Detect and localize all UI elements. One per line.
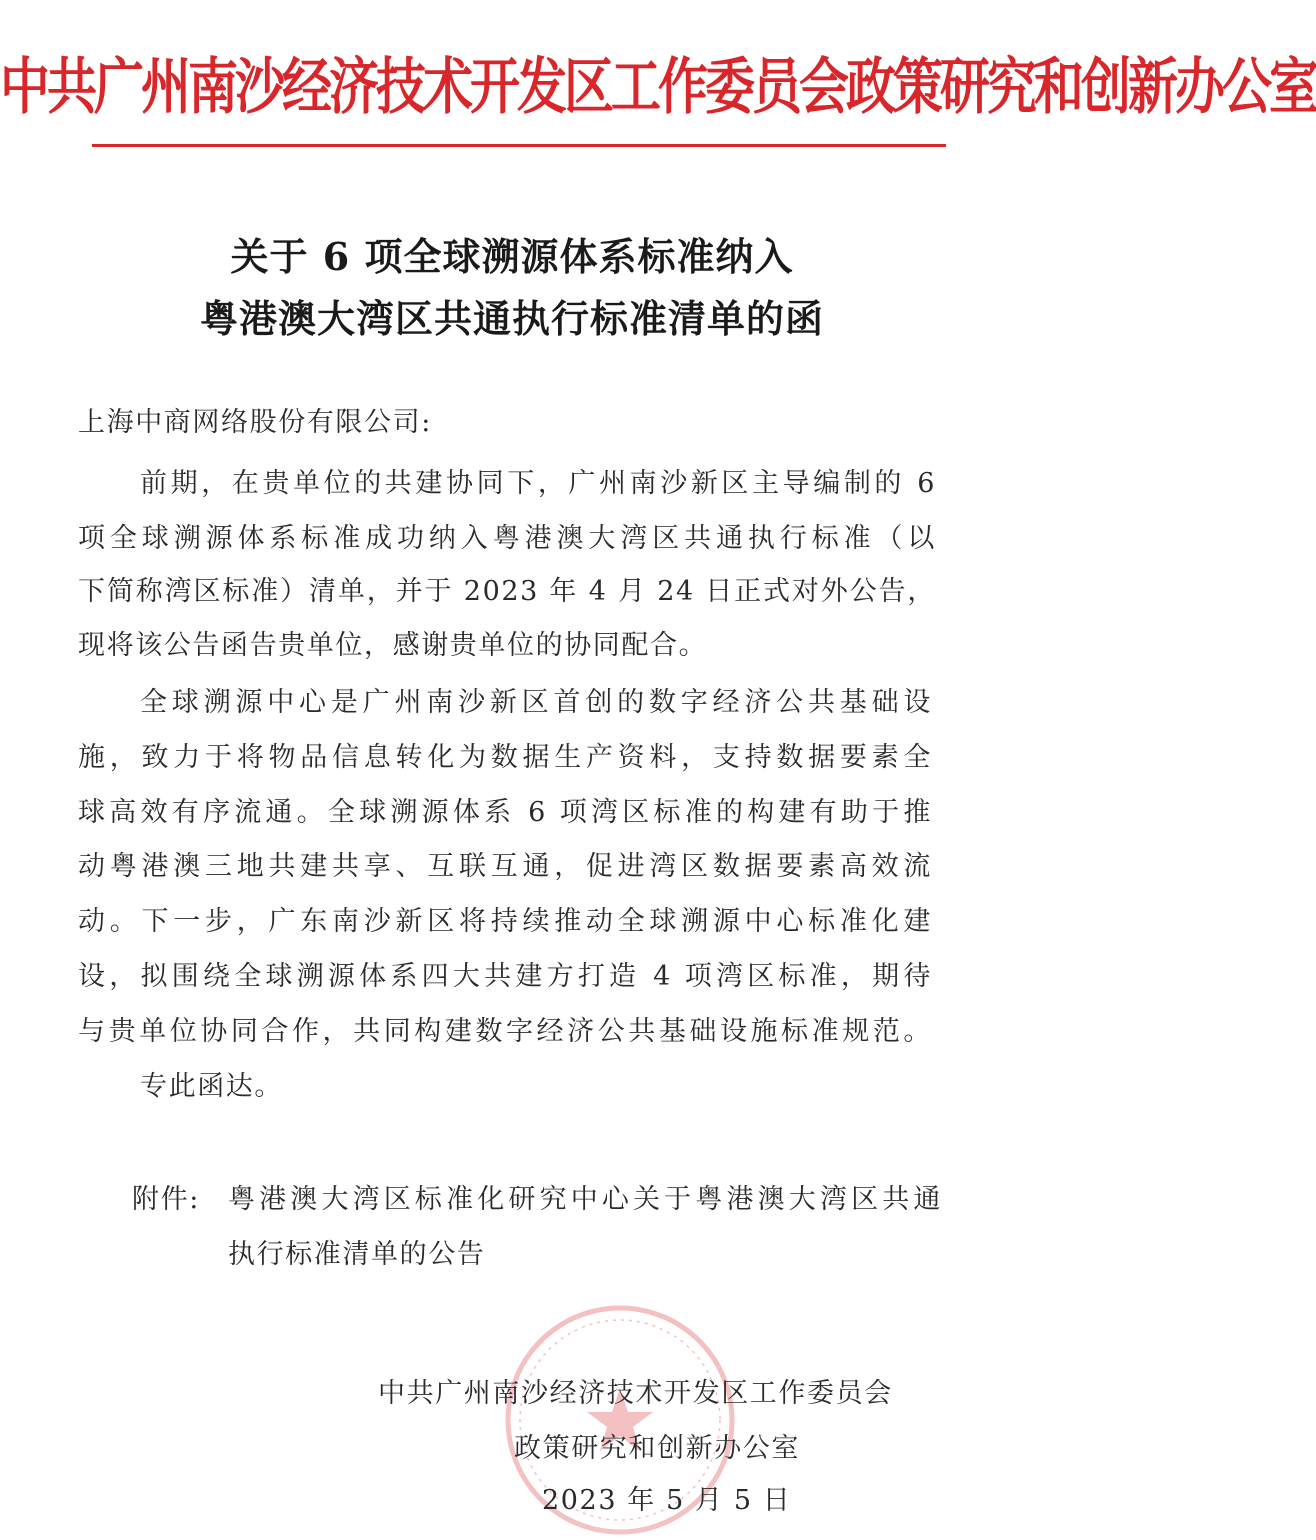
signature-organization-line-1: 中共广州南沙经济技术开发区工作委员会 [378,1378,893,1409]
paragraph-1-line-1: 前期，在贵单位的共建协同下，广州南沙新区主导编制的 6 [140,468,936,499]
paragraph-2-line-1: 全球溯源中心是广州南沙新区首创的数字经济公共基础设 [140,687,932,718]
paragraph-1-line-2: 项全球溯源体系标准成功纳入粤港澳大湾区共通执行标准（以 [78,523,936,554]
paragraph-2-line-5: 动。下一步，广东南沙新区将持续推动全球溯源中心标准化建 [78,906,932,937]
attachment-label: 附件: [132,1184,200,1215]
paragraph-1-line-4: 现将该公告函告贵单位，感谢贵单位的协同配合。 [78,630,708,661]
paragraph-2-line-6: 设，拟围绕全球溯源体系四大共建方打造 4 项湾区标准，期待 [78,961,932,992]
signature-organization-line-2: 政策研究和创新办公室 [514,1433,800,1464]
paragraph-2-line-3: 球高效有序流通。全球溯源体系 6 项湾区标准的构建有助于推 [78,797,932,828]
paragraph-2-line-4: 动粤港澳三地共建共享、互联互通，促进湾区数据要素高效流 [78,851,932,882]
letterhead-organization: 中共广州南沙经济技术开发区工作委员会政策研究和创新办公室 [0,51,1316,123]
closing-line: 专此函达。 [140,1071,283,1102]
attachment-title-line-1: 粤港澳大湾区标准化研究中心关于粤港澳大湾区共通 [228,1184,942,1215]
paragraph-1-line-3: 下简称湾区标准）清单，并于 2023 年 4 月 24 日正式对外公告， [78,576,936,607]
signature-date: 2023 年 5 月 5 日 [542,1485,792,1516]
document-title-line-1: 关于 6 项全球溯源体系标准纳入 [230,234,794,279]
paragraph-2-line-7: 与贵单位协同合作，共同构建数字经济公共基础设施标准规范。 [78,1016,932,1047]
paragraph-2-line-2: 施，致力于将物品信息转化为数据生产资料，支持数据要素全 [78,742,932,773]
salutation: 上海中商网络股份有限公司: [78,407,432,438]
letterhead-divider [92,144,946,147]
document-title-line-2: 粤港澳大湾区共通执行标准清单的函 [199,296,824,341]
attachment-title-line-2: 执行标准清单的公告 [228,1239,486,1270]
